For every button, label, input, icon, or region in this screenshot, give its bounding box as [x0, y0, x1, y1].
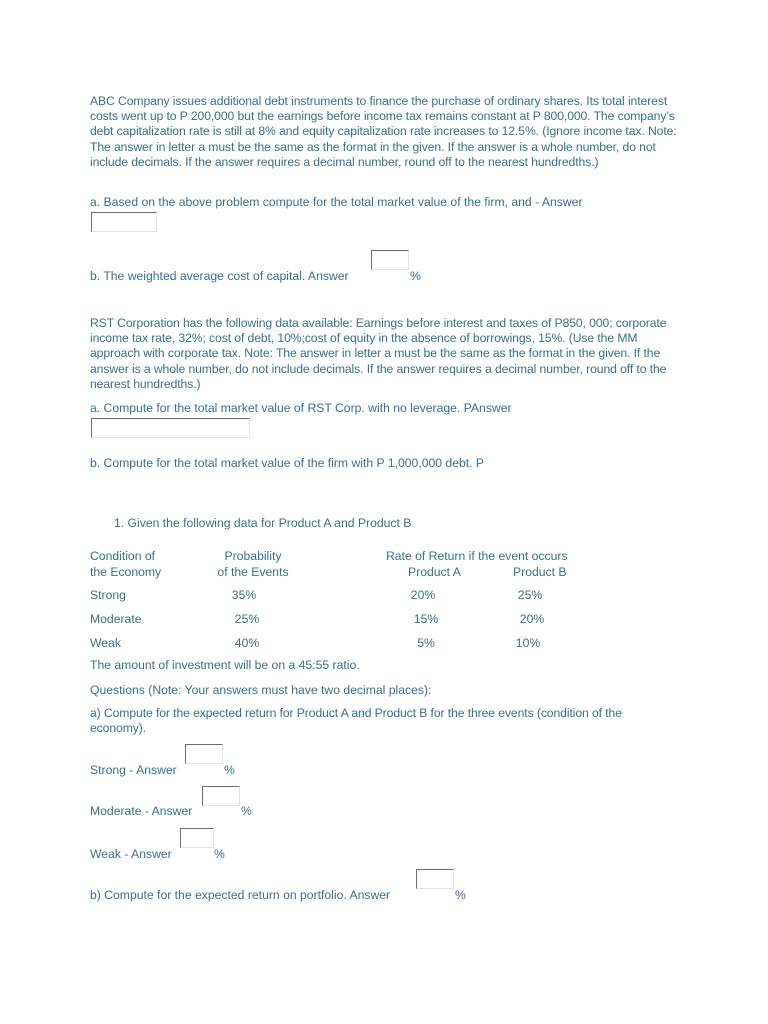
table-cell-condition: Moderate [90, 612, 142, 626]
table-header-condition-line1: Condition of [90, 549, 156, 563]
table-cell-probability: 25% [234, 612, 260, 626]
percent-sign: % [224, 763, 235, 777]
table-cell-product-b: 10% [515, 636, 541, 650]
table-cell-condition: Strong [90, 588, 126, 602]
problem1-text: ABC Company issues additional debt instruments to finance the purchase of ordinary shares. Its total interest costs went up to P 200,000 but the earnings before income tax remains constant at P 800,000. The company’s debt capitalization rate is still at 8% and equity capitalization rate increases to 12.5%. (Ignore income tax. Note: The answer in letter a must be the same as the format in the given. If the answer is a whole number, do not include decimals. If the answer requires a decimal number, round off to the nearest hundredths.) [90, 94, 677, 169]
problem1-question-a: a. Based on the above problem compute for the total market value of the firm, and - Answer [90, 195, 583, 209]
problem2-question-b: b. Compute for the total market value of the firm with P 1,000,000 debt. P [90, 456, 485, 470]
problem3-question-a: a) Compute for the expected return for Product A and Product B for the three events (condition of the economy). [90, 706, 622, 736]
percent-sign: % [455, 888, 466, 902]
problem3-question-b: b) Compute for the expected return on portfolio. Answer [90, 888, 391, 902]
problem1-answer-b-input[interactable] [371, 250, 409, 270]
percent-sign: % [241, 804, 252, 818]
moderate-answer-input[interactable] [202, 786, 240, 806]
table-header-rate-of-return: Rate of Return if the event occurs [386, 549, 568, 563]
strong-answer-input[interactable] [185, 744, 223, 764]
table-header-probability-line1: Probability [224, 549, 282, 563]
table-cell-condition: Weak [90, 636, 121, 650]
table-header-product-b: Product B [513, 565, 567, 579]
problem1-question-b: b. The weighted average cost of capital. Answer [90, 269, 349, 283]
strong-answer-label: Strong - Answer [90, 763, 177, 777]
table-cell-probability: 35% [231, 588, 257, 602]
table-cell-product-b: 25% [517, 588, 543, 602]
problem2-answer-a-input[interactable] [91, 418, 250, 438]
table-cell-product-a: 15% [413, 612, 439, 626]
weak-answer-input[interactable] [180, 828, 214, 848]
table-cell-product-a: 5% [417, 636, 435, 650]
portfolio-answer-input[interactable] [416, 869, 454, 889]
problem2-question-a: a. Compute for the total market value of RST Corp. with no leverage. PAnswer [90, 401, 512, 415]
moderate-answer-label: Moderate - Answer [90, 804, 193, 818]
ratio-note: The amount of investment will be on a 45:55 ratio. [90, 658, 360, 672]
table-cell-product-a: 20% [410, 588, 436, 602]
percent-sign: % [410, 269, 421, 283]
weak-answer-label: Weak - Answer [90, 847, 172, 861]
problem3-heading: 1. Given the following data for Product A and Product B [114, 516, 412, 530]
table-header-probability-line2: of the Events [217, 565, 289, 579]
problem1-answer-a-input[interactable] [91, 212, 157, 232]
table-header-condition-line2: the Economy [90, 565, 162, 579]
table-header-product-a: Product A [408, 565, 461, 579]
table-cell-probability: 40% [234, 636, 260, 650]
table-cell-product-b: 20% [519, 612, 545, 626]
questions-note: Questions (Note: Your answers must have two decimal places): [90, 683, 432, 697]
problem2-text: RST Corporation has the following data available: Earnings before interest and taxes of P850, 000; corporate income tax rate, 32%; cost of debt, 10%;cost of equity in the absence of borrowings, 15%. (Use the MM approach with corporate tax. Note: The answer in letter a must be the same as the format in the given. If the answer is a whole number, do not include decimals. If the answer requires a decimal number, round off to the nearest hundredths.) [90, 316, 667, 391]
percent-sign: % [214, 847, 225, 861]
